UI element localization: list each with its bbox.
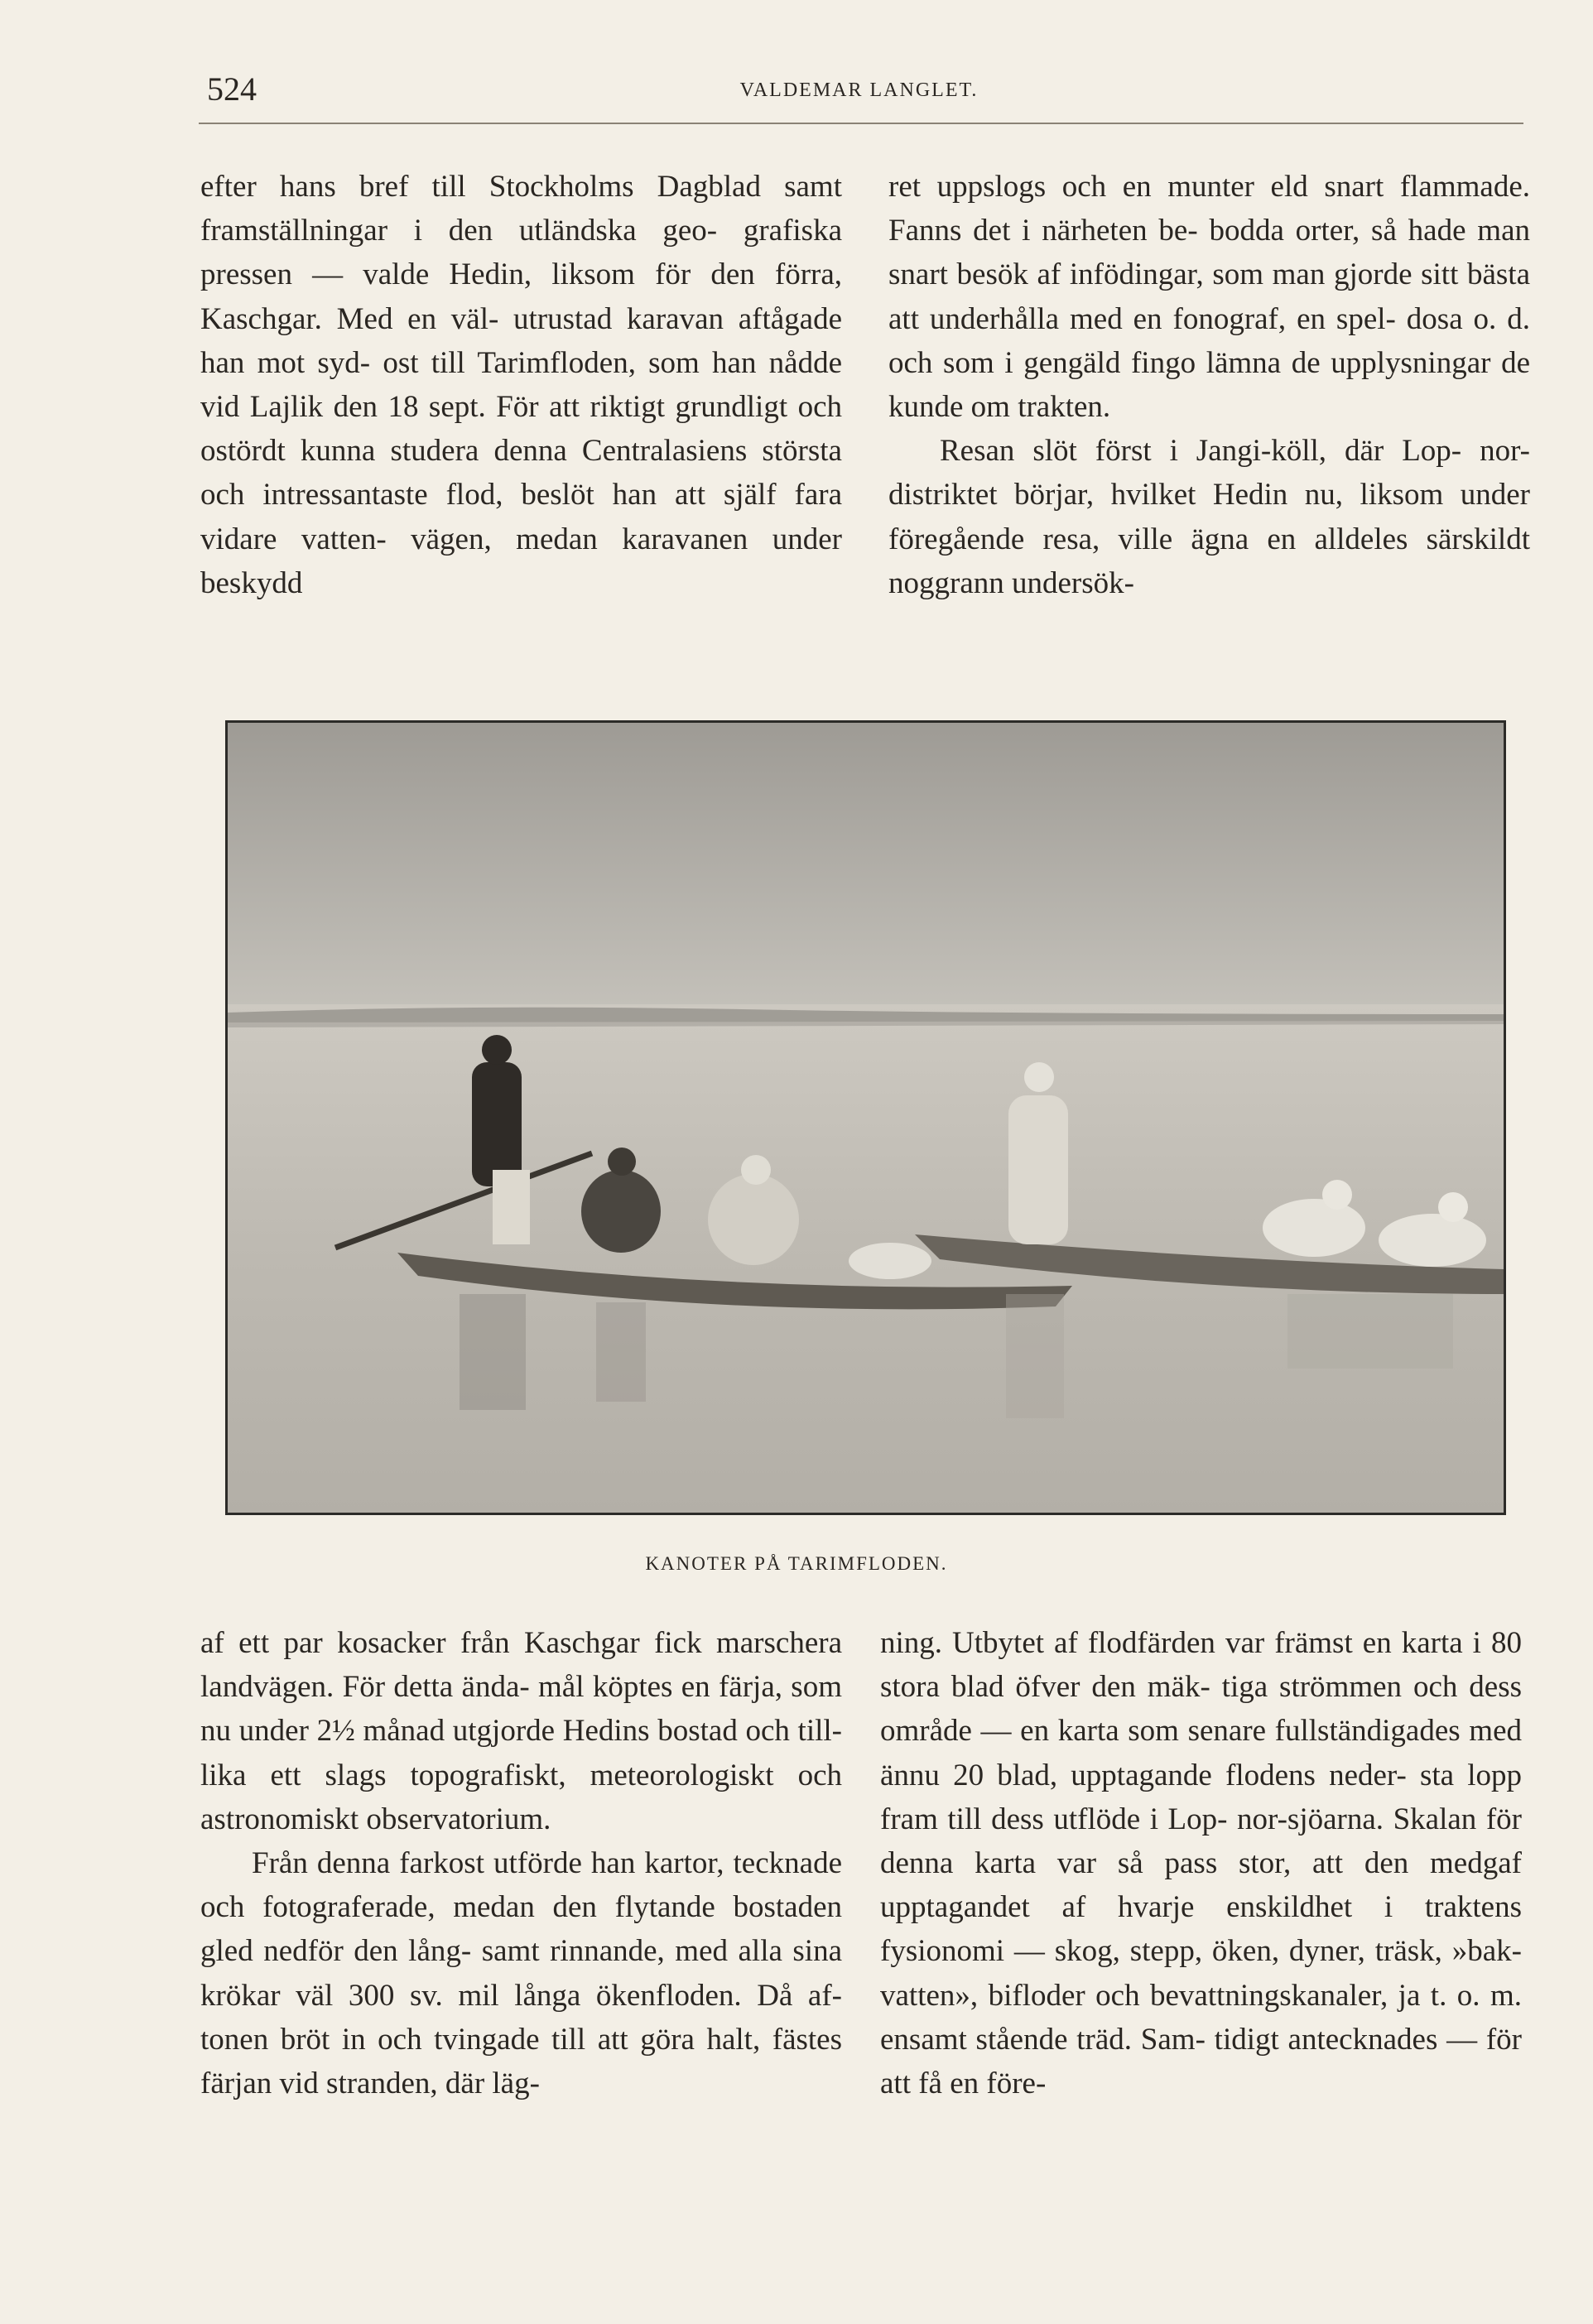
text-line: samt rinnande, med alla sina krökar väl (200, 1934, 842, 2013)
text-line: tonen bröt in och tvingade till att göra (200, 2022, 707, 2057)
text-line: en alldeles särskildt noggrann undersök- (888, 522, 1530, 600)
text-line: flod, beslöt han att själf fara vidare vatten- (200, 478, 843, 556)
text-line: lika ett slags topografiskt, meteorologiskt (200, 1758, 798, 1792)
text-line: ost till Tarimfloden, som han nådde vid (200, 345, 842, 425)
text-line: vatten», bifloder och bevattningskanaler, (880, 1978, 1398, 2013)
paragraph (888, 429, 1530, 605)
text-line: Centralasiens största och intressantaste (200, 434, 842, 512)
text-line: nor-distriktet börjar, hvilket Hedin nu, (888, 434, 1530, 512)
text-line: ret uppslogs och en munter eld snart (888, 170, 1400, 204)
paragraph (200, 1621, 842, 1841)
text-line: bodda orter, så hade man snart besök (888, 214, 1530, 292)
text-line: Resan slöt först i Jangi-köll, där Lop- (940, 434, 1480, 469)
text-line: ning. Utbytet af flodfärden var främst (880, 1626, 1363, 1660)
text-line: halt, fästes färjan vid stranden, där läg- (200, 2022, 842, 2101)
text-line: samt framställningar i den utländska geo- (200, 170, 842, 248)
text-line: efter hans bref till Stockholms Dagblad (200, 170, 785, 204)
text-line: grundligt och ostördt kunna studera denna (200, 390, 842, 469)
text-line: de upplysningar de kunde om trakten. (888, 345, 1530, 425)
text-line: för den förra, Kaschgar. Med en väl- (200, 257, 843, 336)
text-line: sta lopp fram till dess utflöde i Lop- (880, 1758, 1522, 1836)
running-head: VALDEMAR LANGLET. (739, 79, 979, 101)
page-number: 524 (207, 70, 257, 108)
text-line: tiga strömmen och dess område — en (880, 1670, 1522, 1749)
header-rule (199, 123, 1523, 124)
paragraph (200, 165, 842, 605)
text-line: dosa o. d. och som i gengäld fingo lämna (888, 301, 1530, 380)
text-line: flammade. Fanns det i närheten be- (888, 170, 1530, 248)
text-line: månad utgjorde Hedins bostad och till- (363, 1714, 842, 1749)
page-header (207, 70, 1511, 119)
text-line: och astronomiskt observatorium. (200, 1758, 842, 1836)
text-line: af ett par kosacker från Kaschgar fick (200, 1626, 716, 1660)
text-line: af infödingar, som man gjorde sitt bästa (1037, 257, 1530, 292)
text-line: utrustad karavan aftågade han mot syd- (200, 301, 842, 380)
text-line: ännu 20 blad, upptagande flodens neder- (880, 1758, 1420, 1792)
text-line: ja t. o. m. ensamt stående träd. Sam- (880, 1978, 1522, 2057)
figure-caption: KANOTER PÅ TARIMFLODEN. (645, 1553, 948, 1574)
paragraph (200, 1841, 842, 2105)
text-column-bottom-left (200, 1621, 842, 2105)
text-line: vägen, medan karavanen under beskydd (200, 522, 842, 600)
text-line: — skog, stepp, öken, dyner, träsk, »bak- (1013, 1934, 1523, 1969)
text-line: marschera landvägen. För detta ända- (200, 1626, 842, 1705)
text-line: liksom under föregående resa, ville ägna (888, 478, 1531, 556)
text-line: så pass stor, att den medgaf upptagandet (880, 1846, 1522, 1925)
text-column-bottom-right (880, 1621, 1522, 2105)
text-line: tidigt antecknades — för att få en före- (880, 2022, 1523, 2101)
text-column-top-right (888, 165, 1530, 605)
text-line: af hvarje enskildhet i traktens fysionomi (880, 1890, 1522, 1969)
text-line: flytande bostaden gled nedför den lång- (200, 1890, 842, 1969)
text-column-top-left (200, 165, 842, 605)
text-line: att underhålla med en fonograf, en spel- (888, 301, 1407, 336)
paragraph (880, 1621, 1522, 2105)
text-line: en karta i 80 stora blad öfver den mäk- (880, 1626, 1522, 1705)
text-line: 300 sv. mil långa ökenfloden. Då af- (348, 1978, 842, 2013)
text-line: karta som senare fullständigades med (1057, 1714, 1522, 1749)
text-line: Från denna farkost utförde han kartor, (252, 1846, 734, 1881)
text-line: grafiska pressen — valde Hedin, liksom (200, 214, 842, 292)
paragraph (888, 165, 1530, 429)
photograph-canoes (225, 720, 1506, 1515)
text-line: Lajlik den 18 sept. För att riktigt (249, 390, 676, 425)
text-line: tecknade och fotograferade, medan den (200, 1846, 842, 1925)
text-line: nor-sjöarna. Skalan för denna karta var (880, 1802, 1522, 1881)
text-line: mål köptes en färja, som nu under 2½ (200, 1670, 842, 1749)
